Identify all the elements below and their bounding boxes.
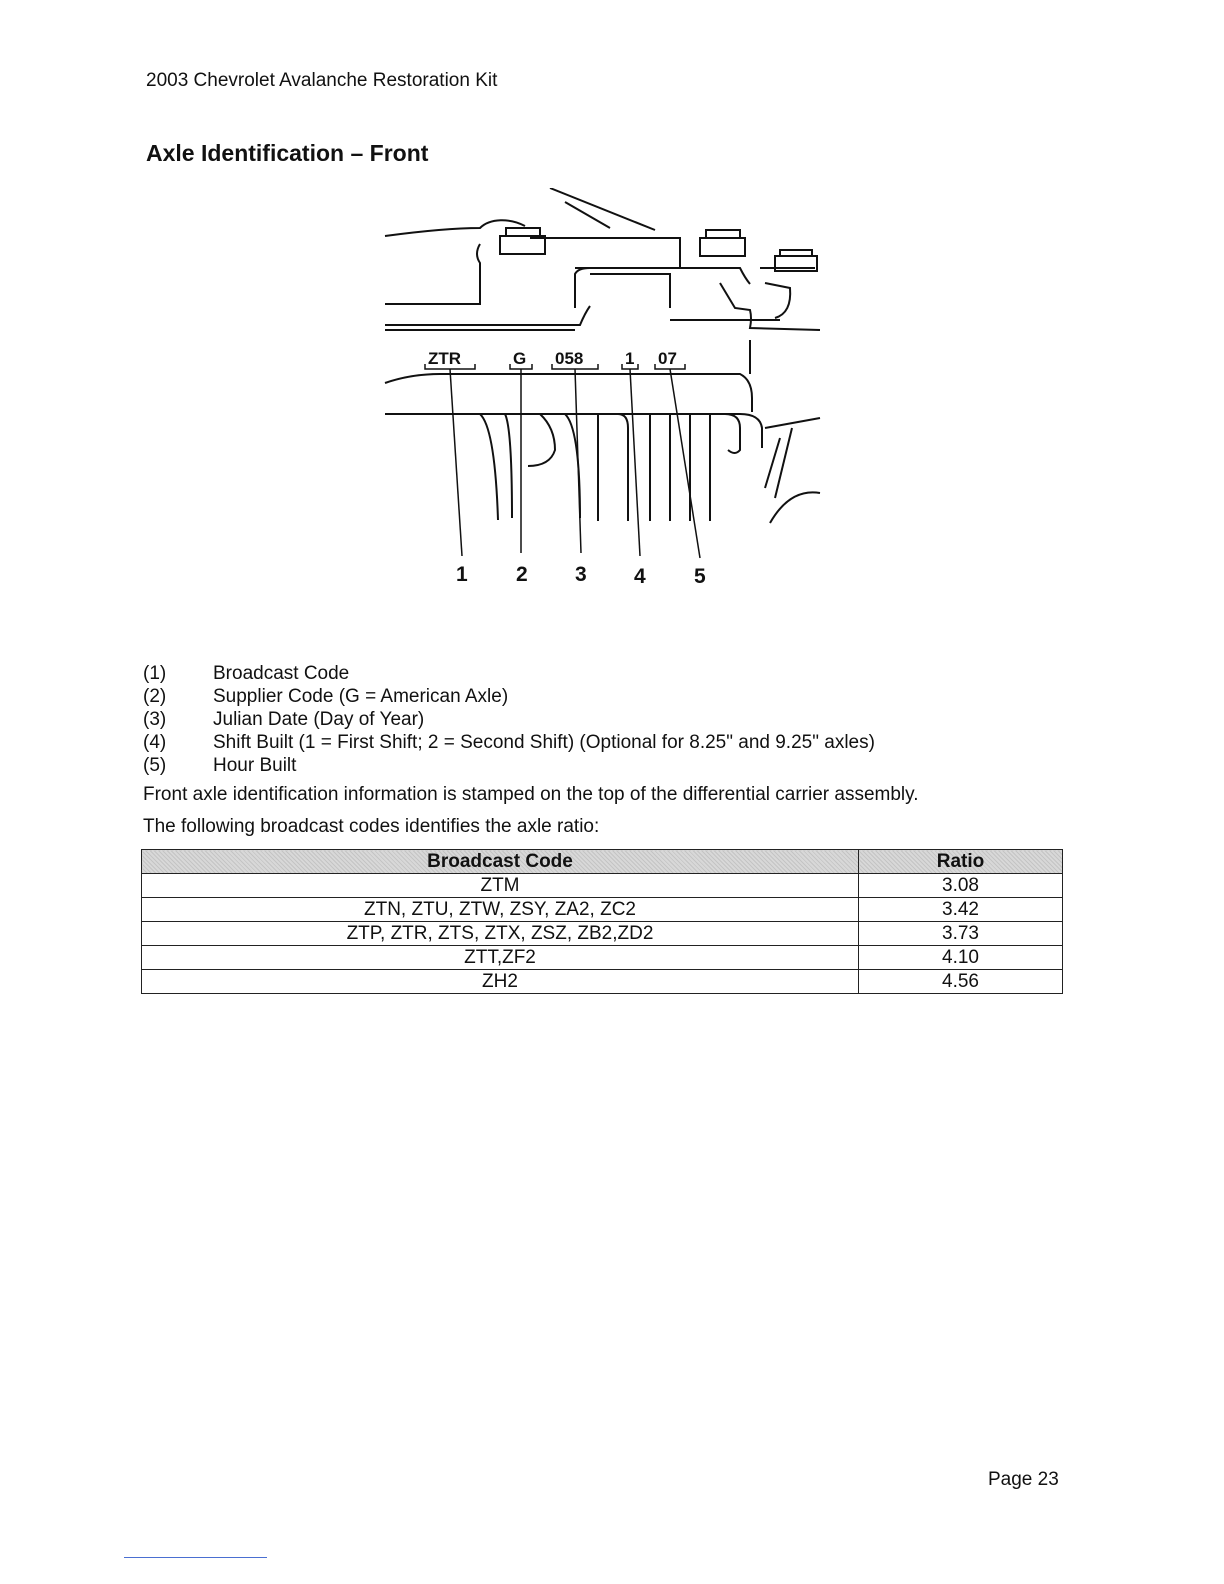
legend-list — [143, 662, 875, 777]
header-broadcast-code: Broadcast Code — [142, 850, 859, 874]
legend-number: (4) — [143, 732, 167, 753]
table-row — [142, 874, 1063, 898]
legend-item — [143, 685, 875, 708]
table-row — [142, 946, 1063, 970]
callout-1: 1 — [456, 563, 468, 586]
callout-5: 5 — [694, 565, 706, 588]
stamp-broadcast-code: ZTR — [428, 349, 462, 368]
legend-text: Shift Built (1 = First Shift; 2 = Second Shift) (Optional for 8.25" and 9.25" axles) — [213, 732, 875, 753]
callout-3: 3 — [575, 563, 587, 586]
header-ratio: Ratio — [859, 850, 1063, 874]
broadcast-code-cell: ZTP, ZTR, ZTS, ZTX, ZSZ, ZB2,ZD2 — [142, 922, 859, 946]
broadcast-code-cell: ZTM — [142, 874, 859, 898]
legend-text: Supplier Code (G = American Axle) — [213, 686, 509, 707]
stamp-shift: 1 — [625, 349, 635, 368]
legend-text: Hour Built — [213, 755, 297, 776]
broadcast-code-cell: ZTT,ZF2 — [142, 946, 859, 970]
legend-item — [143, 754, 875, 777]
legend-number: (2) — [143, 686, 167, 707]
broadcast-code-cell: ZH2 — [142, 970, 859, 994]
footer-rule — [124, 1557, 267, 1558]
legend-number: (3) — [143, 709, 167, 730]
callout-leaders — [450, 369, 700, 558]
ratio-cell: 4.10 — [859, 946, 1063, 970]
legend-text: Julian Date (Day of Year) — [213, 709, 425, 730]
table-header-row — [142, 850, 1063, 874]
callout-4: 4 — [634, 565, 646, 588]
table-intro-note: The following broadcast codes identifies the axle ratio: — [143, 816, 600, 837]
axle-diagram — [380, 188, 830, 588]
stamp-location-note: Front axle identification information is stamped on the top of the differential carrier assembly. — [143, 784, 919, 805]
legend-text: Broadcast Code — [213, 663, 350, 684]
table-row — [142, 922, 1063, 946]
page-number: Page 23 — [988, 1469, 1059, 1490]
document-header: 2003 Chevrolet Avalanche Restoration Kit — [146, 70, 498, 91]
legend-number: (5) — [143, 755, 167, 776]
axle-ratio-table — [141, 849, 1063, 994]
ratio-cell: 4.56 — [859, 970, 1063, 994]
stamp-julian-date: 058 — [555, 349, 584, 368]
legend-number: (1) — [143, 663, 167, 684]
table-row — [142, 898, 1063, 922]
legend-item — [143, 708, 875, 731]
ratio-cell: 3.73 — [859, 922, 1063, 946]
ratio-cell: 3.42 — [859, 898, 1063, 922]
section-title: Axle Identification – Front — [146, 140, 429, 166]
broadcast-code-cell: ZTN, ZTU, ZTW, ZSY, ZA2, ZC2 — [142, 898, 859, 922]
legend-item — [143, 662, 875, 685]
table-row — [142, 970, 1063, 994]
stamp-supplier-code: G — [513, 349, 527, 368]
ratio-cell: 3.08 — [859, 874, 1063, 898]
legend-item — [143, 731, 875, 754]
callout-2: 2 — [516, 563, 528, 586]
stamp-hour: 07 — [658, 349, 677, 368]
